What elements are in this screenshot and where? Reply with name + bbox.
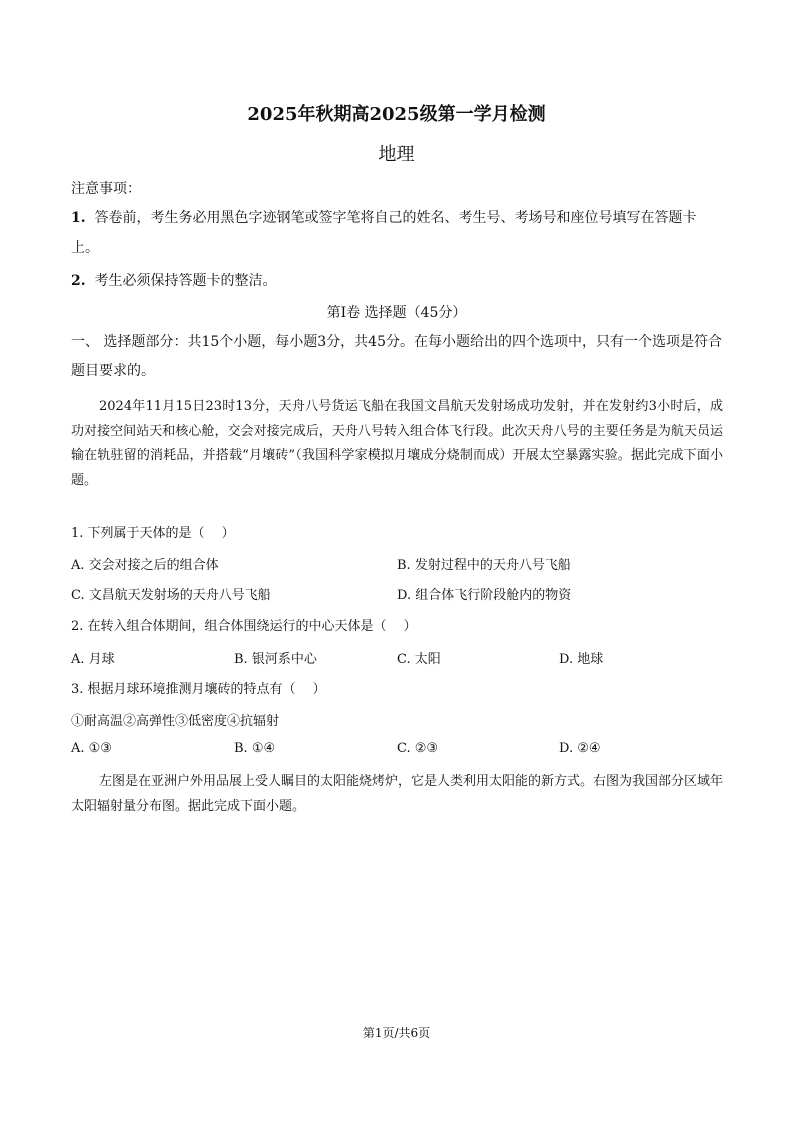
notice-item-1-text: 答卷前，考生务必用黑色字迹钢笔或签字笔将自己的姓名、考生号、考场号和座位号填写在答题卡上。	[71, 210, 697, 256]
section-title: 第Ⅰ卷 选择题（45分）	[326, 305, 467, 321]
section-instruction: 一、 选择题部分：共15个小题，每小题3分，共45分。在每小题给出的四个选项中，只有一个选项是符合题目要求的。	[71, 334, 722, 379]
question-1-option-c: C. 文昌航天发射场的天舟八号飞船	[71, 588, 271, 603]
question-1-stem: 1. 下列属于天体的是（ ）	[71, 526, 235, 541]
question-3-option-a: A. ①③	[71, 741, 112, 756]
passage-1: 2024年11月15日23时13分，天舟八号货运飞船在我国文昌航天发射场成功发射，并在发射约3小时后，成功对接空间站天和核心舱，交会对接完成后，天舟八号转入组合体飞行段。此次天舟八号的主要任务是为航天员运输在轨驻留的消耗品，并搭载“月壤砖”（我国科学家模拟月壤成分烧制而成）开展太空暴露实验。据此完成下面小题。	[71, 399, 723, 488]
passage-2: 左图是在亚洲户外用品展上受人瞩目的太阳能烧烤炉，它是人类利用太阳能的新方式。右图为我国部分区域年太阳辐射量分布图。据此完成下面小题。	[71, 774, 724, 814]
subject-title: 地理	[378, 144, 415, 165]
notice-heading: 注意事项：	[71, 181, 141, 197]
notice-item-1-number: 1.	[71, 210, 86, 226]
question-2-stem: 2. 在转入组合体期间，组合体围绕运行的中心天体是（ ）	[71, 619, 417, 634]
notice-item-2-number: 2.	[71, 273, 86, 289]
question-2-option-a: A. 月球	[71, 652, 115, 667]
question-1-option-d: D. 组合体飞行阶段舱内的物资	[397, 588, 572, 603]
question-3-statements: ①耐高温②高弹性③低密度④抗辐射	[71, 714, 280, 729]
question-2-option-d: D. 地球	[559, 652, 604, 667]
exam-title: 2025年秋期高2025级第一学月检测	[247, 104, 546, 125]
question-3-option-c: C. ②③	[397, 741, 439, 756]
notice-item-2	[71, 266, 723, 296]
notice-item-1	[71, 203, 723, 263]
question-1-option-a: A. 交会对接之后的组合体	[71, 558, 219, 573]
question-3-stem: 3. 根据月球环境推测月壤砖的特点有（ ）	[71, 682, 326, 697]
question-2-option-c: C. 太阳	[397, 652, 441, 667]
page-footer: 第1页/共6页	[362, 1026, 431, 1040]
question-1-option-b: B. 发射过程中的天舟八号飞船	[397, 558, 571, 573]
question-3-option-b: B. ①④	[234, 741, 276, 756]
question-2-option-b: B. 银河系中心	[234, 652, 317, 667]
question-3-option-d: D. ②④	[559, 741, 601, 756]
notice-item-2-text: 考生必须保持答题卡的整洁。	[94, 273, 277, 289]
